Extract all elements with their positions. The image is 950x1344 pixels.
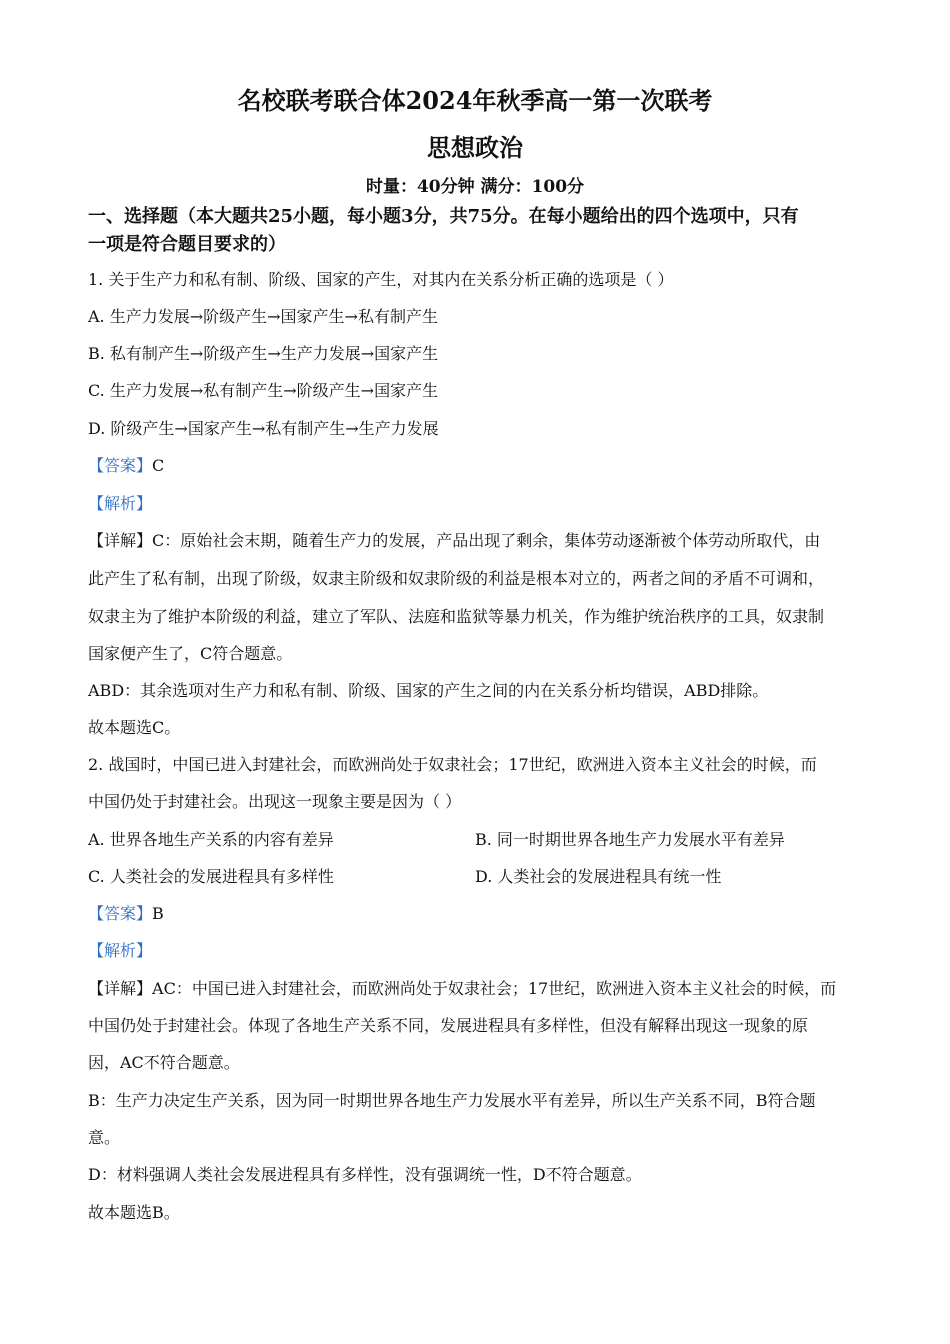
q1-option-d: D. 阶级产生→国家产生→私有制产生→生产力发展 xyxy=(88,419,439,438)
answer-value: C xyxy=(152,456,165,475)
q2-stem-line: 2. 战国时，中国已进入封建社会，而欧洲尚处于奴隶社会；17世纪，欧洲进入资本主义社会的时候，而 xyxy=(88,755,817,774)
exam-meta: 时量：40分钟 满分：100分 xyxy=(365,177,585,197)
q2-detail-line: 故本题选B。 xyxy=(88,1203,180,1222)
subject-title: 思想政治 xyxy=(427,133,523,162)
q2-analysis-tag: 【解析】 xyxy=(88,941,153,960)
q2-detail-line: 【详解】AC：中国已进入封建社会，而欧洲尚处于奴隶社会；17世纪，欧洲进入资本主义社会的时候，而 xyxy=(88,979,837,998)
q2-option-d: D. 人类社会的发展进程具有统一性 xyxy=(475,867,722,886)
section-heading-line1: 一、选择题（本大题共25小题，每小题3分，共75分。在每小题给出的四个选项中，只有 xyxy=(88,206,799,227)
q2-answer xyxy=(88,904,164,924)
exam-title: 名校联考联合体2024年秋季高一第一次联考 xyxy=(237,86,713,115)
q2-detail-line: 意。 xyxy=(88,1128,121,1147)
q1-option-b: B. 私有制产生→阶级产生→生产力发展→国家产生 xyxy=(88,344,439,363)
q2-stem-line: 中国仍处于封建社会。出现这一现象主要是因为（ ） xyxy=(88,792,462,811)
detail-tag: 【详解】 xyxy=(88,531,153,550)
answer-tag: 【答案】 xyxy=(88,904,153,923)
q2-detail-line: D：材料强调人类社会发展进程具有多样性，没有强调统一性，D不符合题意。 xyxy=(88,1165,642,1184)
q1-stem: 1. 关于生产力和私有制、阶级、国家的产生，对其内在关系分析正确的选项是（ ） xyxy=(88,270,674,289)
q2-detail-line: 中国仍处于封建社会。体现了各地生产关系不同，发展进程具有多样性，但没有解释出现这一现象的原 xyxy=(88,1016,809,1035)
q1-answer xyxy=(88,456,164,476)
q2-option-b: B. 同一时期世界各地生产力发展水平有差异 xyxy=(475,830,785,849)
q1-analysis-tag: 【解析】 xyxy=(88,494,153,513)
q2-option-a: A. 世界各地生产关系的内容有差异 xyxy=(88,830,334,849)
q1-detail-line: 国家便产生了，C符合题意。 xyxy=(88,644,293,663)
section-heading-line2: 一项是符合题目要求的） xyxy=(88,234,286,255)
q1-detail-line: 故本题选C。 xyxy=(88,718,181,737)
q1-detail-line: 此产生了私有制，出现了阶级，奴隶主阶级和奴隶阶级的利益是根本对立的，两者之间的矛盾不可调和， xyxy=(88,569,825,588)
q2-detail-line: 因，AC不符合题意。 xyxy=(88,1053,240,1072)
q2-detail-line: B：生产力决定生产关系，因为同一时期世界各地生产力发展水平有差异，所以生产关系不同，B符合题 xyxy=(88,1091,816,1110)
detail-tag: 【详解】 xyxy=(88,979,153,998)
q1-option-c: C. 生产力发展→私有制产生→阶级产生→国家产生 xyxy=(88,381,439,400)
answer-tag: 【答案】 xyxy=(88,456,153,475)
q1-detail-line: ABD：其余选项对生产力和私有制、阶级、国家的产生之间的内在关系分析均错误，ABD排除。 xyxy=(88,681,769,700)
q1-detail-line: 奴隶主为了维护本阶级的利益，建立了军队、法庭和监狱等暴力机关，作为维护统治秩序的工具，奴隶制 xyxy=(88,607,825,626)
q1-detail-line: 【详解】C：原始社会末期，随着生产力的发展，产品出现了剩余，集体劳动逐渐被个体劳动所取代，由 xyxy=(88,531,821,550)
answer-value: B xyxy=(152,904,164,923)
q1-option-a: A. 生产力发展→阶级产生→国家产生→私有制产生 xyxy=(88,307,438,326)
q2-option-c: C. 人类社会的发展进程具有多样性 xyxy=(88,867,334,886)
